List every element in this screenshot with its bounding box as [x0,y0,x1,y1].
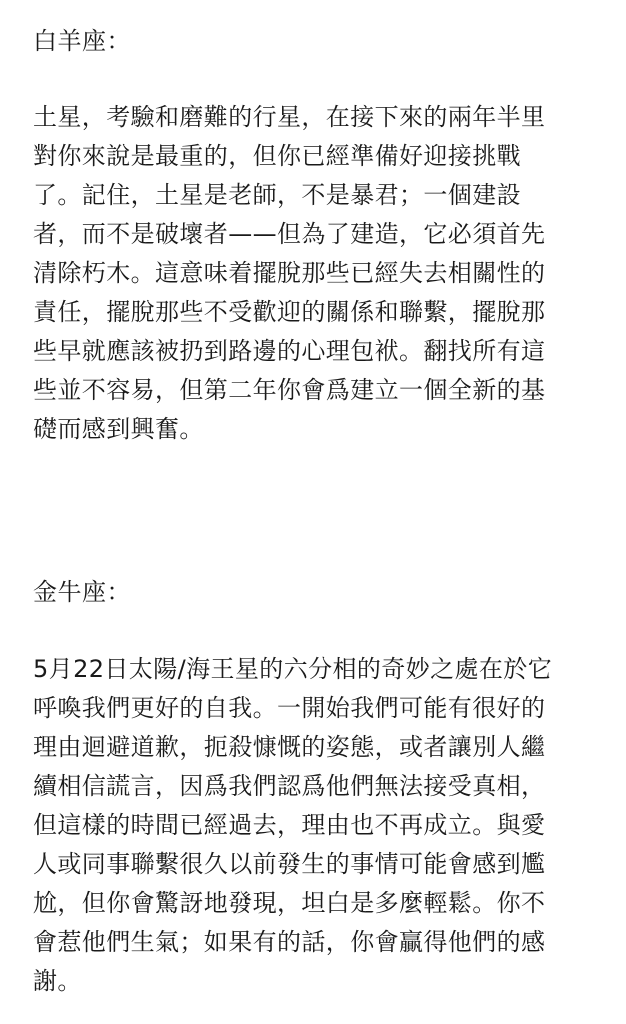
paragraph-line: 會惹他們生氣；如果有的話，你會贏得他們的感 [33,928,546,956]
paragraph-line: 呼喚我們更好的自我。一開始我們可能有很好的 [33,694,546,722]
paragraph-line: 5月22日太陽/海王星的六分相的奇妙之處在於它 [33,655,553,683]
paragraph-line: 理由迴避道歉，扼殺慷慨的姿態，或者讓別人繼 [33,733,546,761]
taurus-heading: 金牛座： [33,578,131,606]
paragraph-line: 清除朽木。這意味着擺脫那些已經失去相關性的 [33,259,546,287]
aries-paragraph [33,98,603,449]
paragraph-line: 謝。 [33,967,82,995]
paragraph-line: 責任，擺脫那些不受歡迎的關係和聯繫，擺脫那 [33,298,546,326]
paragraph-line: 土星，考驗和磨難的行星，在接下來的兩年半里 [33,103,546,131]
paragraph-line: 續相信謊言，因爲我們認爲他們無法接受真相， [33,772,546,800]
paragraph-line: 礎而感到興奮。 [33,415,204,443]
paragraph-line: 些早就應該被扔到路邊的心理包袱。翻找所有這 [33,337,546,365]
paragraph-line: 對你來說是最重的，但你已經準備好迎接挑戰 [33,142,521,170]
taurus-paragraph [33,650,603,1001]
paragraph-line: 者，而不是破壞者——但為了建造，它必須首先 [33,220,546,248]
paragraph-line: 人或同事聯繫很久以前發生的事情可能會感到尷 [33,850,546,878]
aries-heading: 白羊座： [33,27,131,55]
paragraph-line: 尬，但你會驚訝地發現，坦白是多麼輕鬆。你不 [33,889,546,917]
paragraph-line: 些並不容易，但第二年你會爲建立一個全新的基 [33,376,546,404]
paragraph-line: 但這樣的時間已經過去，理由也不再成立。與愛 [33,811,546,839]
paragraph-line: 了。記住，土星是老師，不是暴君；一個建設 [33,181,521,209]
